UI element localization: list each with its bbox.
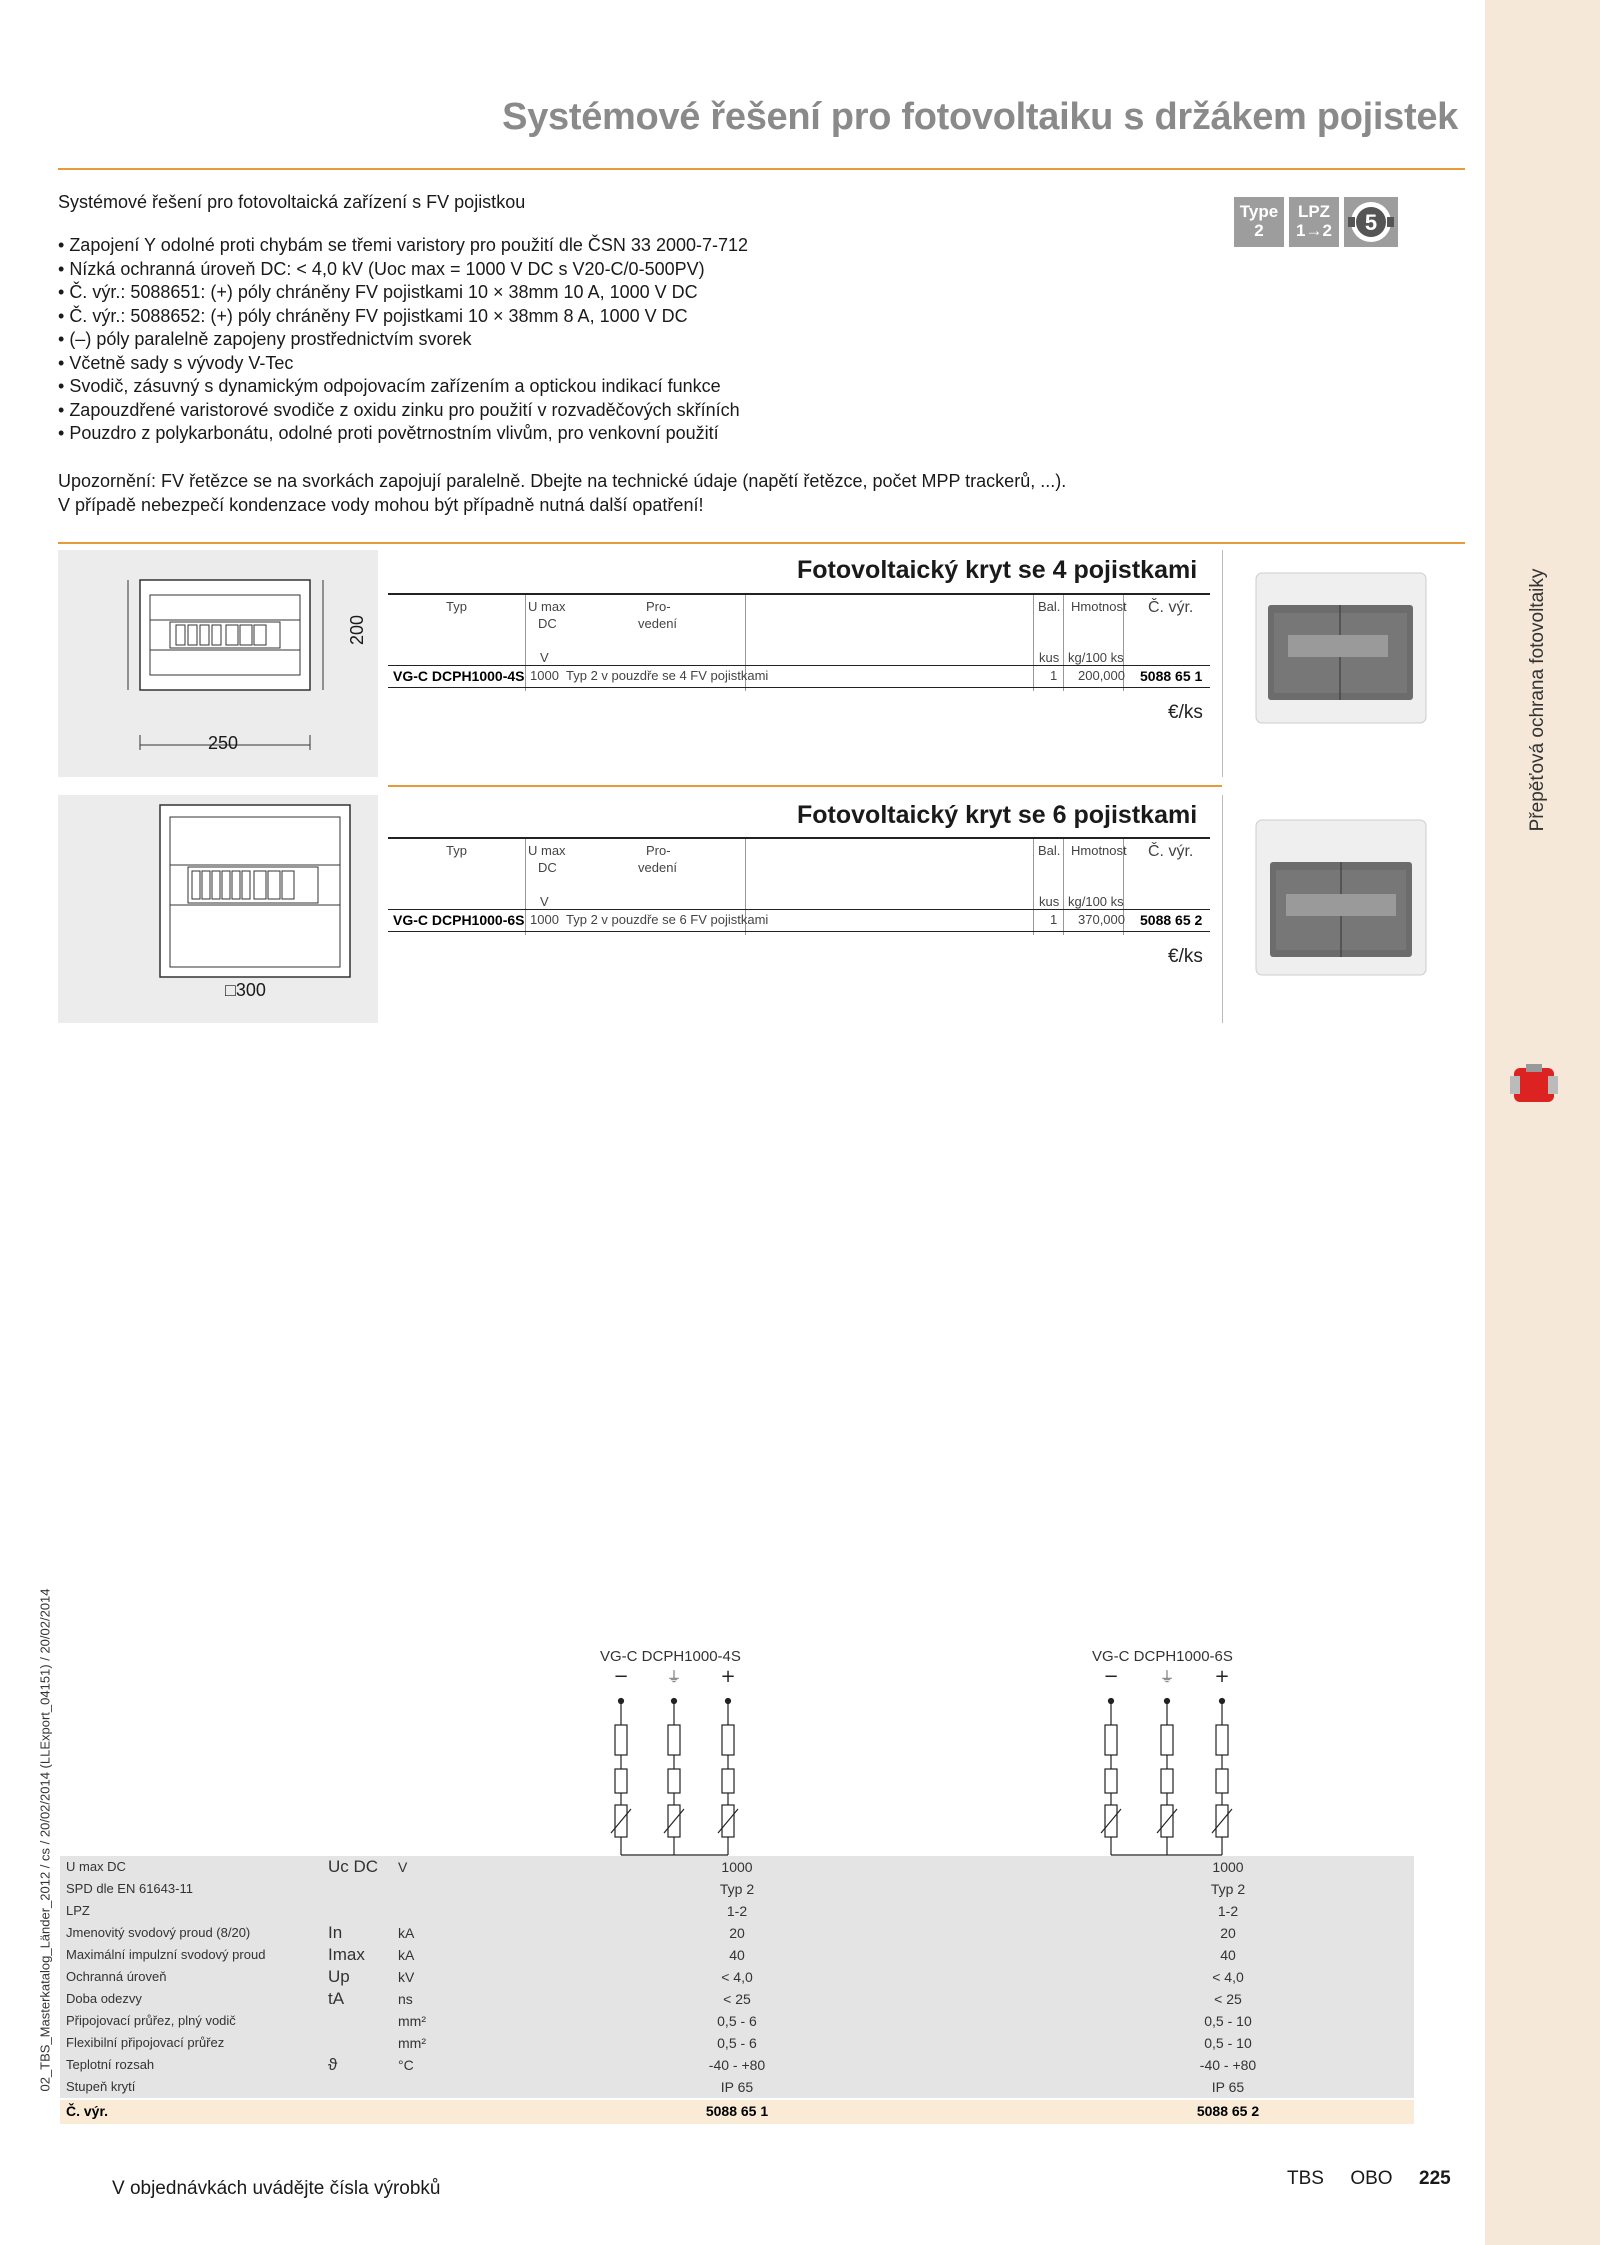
product-photo-6s [1248,812,1433,982]
spec-value-4s: 5088 65 1 [705,2103,769,2119]
hdr-typ: Typ [446,843,467,858]
spec-unit: ns [398,1991,413,2007]
spec-value-4s: 0,5 - 6 [717,2035,757,2051]
type-badge [1234,197,1284,247]
unit-v: V [540,894,549,909]
vertical-footer: 02_TBS_Masterkatalog_Länder_2012 / cs / 20/02/2014 (LLExport_04151) / 20/02/2014 [37,1588,53,2092]
surge-protector-icon [1508,1062,1560,1108]
col-divider [1063,595,1064,691]
hdr-provedeni-2: vedení [638,860,678,875]
row-umax: 1000 [530,912,559,927]
minus-terminal: − [613,1666,629,1687]
hdr-art: Č. výr. [1148,599,1194,616]
spec-row [60,1966,1414,1988]
brand-tbs: TBS [1287,2168,1324,2189]
col-divider [525,595,526,691]
spec-value-6s: < 4,0 [1212,1969,1244,1985]
spec-value-4s: < 4,0 [721,1969,753,1985]
spec-row [60,1856,1414,1878]
product-title: Fotovoltaický kryt se 4 pojistkami [797,556,1198,584]
hdr-umax-dc: DC [538,860,557,875]
hdr-provedeni-2: vedení [638,616,678,631]
dim-width: □300 [225,980,266,1000]
unit-kus: kus [1039,650,1060,665]
list-item: • Zapojení Y odolné proti chybám se třemi varistory pro použití dle ČSN 33 2000-7-712 [58,234,748,258]
spec-symbol: In [328,1923,343,1942]
circuit-diagram-6s [1090,1665,1260,1860]
feature-list [58,234,748,446]
spec-value-4s: 0,5 - 6 [717,2013,757,2029]
unit-v: V [540,650,549,665]
list-item: • Včetně sady s vývody V-Tec [58,352,748,376]
row-typ: VG-C DCPH1000-4S [393,668,525,684]
spec-value-6s: 5088 65 2 [1196,2103,1260,2119]
spec-value-6s: 40 [1220,1947,1236,1963]
note-line: Upozornění: FV řetězce se na svorkách zapojují paralelně. Dbejte na technické údaje (napětí řetězce, počet MPP trackerů, ...). [58,471,1067,491]
list-item: • Č. výr.: 5088651: (+) póly chráněny FV pojistkami 10 × 38mm 10 A, 1000 V DC [58,281,748,305]
type-badge-line: Type [1239,202,1279,221]
section-rule [388,785,1222,787]
spec-row [60,2032,1414,2054]
row-rule [388,687,1210,688]
list-item: • Nízká ochranná úroveň DC: < 4,0 kV (Uoc max = 1000 V DC s V20-C/0-500PV) [58,258,748,282]
row-bal: 1 [1050,912,1058,927]
row-umax: 1000 [530,668,559,683]
row-provedeni: Typ 2 v pouzdře se 6 FV pojistkami [566,912,769,927]
row-typ: VG-C DCPH1000-6S [393,912,525,928]
unit-weight: kg/100 ks [1068,650,1124,665]
list-item: • Pouzdro z polykarbonátu, odolné proti povětrnostním vlivům, pro venkovní použití [58,422,748,446]
list-item: • Zapouzdřené varistorové svodiče z oxidu zinku pro použití v rozvaděčových skříních [58,399,748,423]
hdr-bal: Bal. [1038,843,1061,858]
hdr-umax-dc: DC [538,616,557,631]
spec-symbol: ϑ [328,2055,338,2074]
dimension-drawing-6s [58,795,378,1023]
unit-weight: kg/100 ks [1068,894,1124,909]
spec-value-4s: Typ 2 [719,1881,755,1897]
product-photo-4s [1248,565,1433,735]
badges [1234,197,1398,247]
spec-value-6s: 0,5 - 10 [1204,2035,1252,2051]
dim-width: 250 [208,733,239,753]
photo-divider [1222,795,1223,1023]
section-rule [58,542,1465,544]
table-top-rule [388,837,1210,839]
spec-unit: mm² [398,2013,426,2029]
units-rule [388,909,1210,910]
note [58,469,1066,517]
ground-terminal: ⏚ [666,1668,682,1686]
spec-row [60,1944,1414,1966]
spec-row-article [60,2100,1414,2124]
ground-terminal: ⏚ [1159,1668,1175,1686]
spec-row [60,2076,1414,2098]
hdr-umax: U max [528,599,566,614]
spec-value-6s: -40 - +80 [1199,2057,1257,2073]
spec-value-6s: 1000 [1212,1859,1244,1875]
spec-unit: kA [398,1947,415,1963]
spec-row [60,1900,1414,1922]
list-item: • Č. výr.: 5088652: (+) póly chráněny FV pojistkami 10 × 38mm 8 A, 1000 V DC [58,305,748,329]
spec-name: Ochranná úroveň [66,1969,167,1984]
product-title: Fotovoltaický kryt se 6 pojistkami [797,801,1198,829]
spec-name: Připojovací průřez, plný vodič [66,2013,236,2028]
footer-brand [1287,2168,1451,2190]
svg-text:5: 5 [1364,210,1378,235]
row-weight: 200,000 [1078,668,1125,683]
spec-value-4s: IP 65 [720,2079,754,2095]
type-badge-line: 2 [1254,221,1264,240]
col-divider [1033,595,1034,691]
spec-value-6s: IP 65 [1211,2079,1245,2095]
hdr-bal: Bal. [1038,599,1061,614]
spec-unit: kA [398,1925,415,1941]
brand-obo: OBO [1350,2168,1393,2189]
spec-row [60,2054,1414,2076]
row-weight: 370,000 [1078,912,1125,927]
minus-terminal: − [1103,1666,1119,1687]
title-rule [58,168,1465,170]
side-section-label: Přepěťová ochrana fotovoltaiky [1527,568,1548,832]
dim-height: 200 [347,614,367,645]
hdr-provedeni: Pro- [646,599,671,614]
diagram-label: VG-C DCPH1000-4S [600,1648,741,1665]
spec-unit: V [398,1859,408,1875]
photo-divider [1222,550,1223,777]
spec-name: Flexibilní připojovací průřez [66,2035,225,2050]
hdr-art: Č. výr. [1148,843,1194,860]
spec-value-6s: 20 [1220,1925,1236,1941]
spec-value-4s: < 25 [723,1991,751,2007]
spec-name: Teplotní rozsah [66,2057,155,2072]
page-number: 225 [1419,2168,1451,2189]
spec-value-6s: Typ 2 [1210,1881,1246,1897]
hdr-weight: Hmotnost [1071,599,1127,614]
spec-unit: mm² [398,2035,426,2051]
col-divider [525,839,526,935]
spec-value-6s: < 25 [1214,1991,1242,2007]
spec-name: Stupeň krytí [66,2079,136,2094]
diagram-label: VG-C DCPH1000-6S [1092,1648,1233,1665]
list-item: • Svodič, zásuvný s dynamickým odpojovacím zařízením a optickou indikací funkce [58,375,748,399]
circuit-diagram-4s [600,1665,770,1860]
hdr-provedeni: Pro- [646,843,671,858]
lpz-badge [1289,197,1339,247]
table-top-rule [388,593,1210,595]
row-rule [388,931,1210,932]
spec-name: SPD dle EN 61643-11 [66,1881,193,1896]
5-year-warranty-icon [1344,197,1398,247]
intro-heading: Systémové řešení pro fotovoltaická zařízení s FV pojistkou [58,192,526,212]
lpz-badge-line: 1→2 [1296,221,1332,240]
footer-note: V objednávkách uvádějte čísla výrobků [112,2178,441,2199]
spec-row [60,1988,1414,2010]
row-provedeni: Typ 2 v pouzdře se 4 FV pojistkami [566,668,769,683]
spec-value-4s: 1000 [721,1859,753,1875]
spec-row [60,2010,1414,2032]
spec-row [60,1878,1414,1900]
plus-terminal: + [1214,1666,1230,1687]
product-table-4s [388,593,1210,693]
plus-terminal: + [720,1666,736,1687]
spec-row [60,1922,1414,1944]
product-table-6s [388,837,1210,937]
spec-symbol: Imax [328,1945,365,1964]
price-unit: €/ks [1168,702,1203,723]
spec-value-6s: 0,5 - 10 [1204,2013,1252,2029]
row-art: 5088 65 1 [1140,668,1203,684]
list-item: • (–) póly paralelně zapojeny prostřednictvím svorek [58,328,748,352]
spec-value-4s: 40 [729,1947,745,1963]
spec-value-4s: 20 [729,1925,745,1941]
spec-value-4s: 1-2 [726,1903,748,1919]
spec-unit: °C [398,2057,414,2073]
col-divider [1063,839,1064,935]
spec-table [60,1856,1414,2124]
note-line: V případě nebezpečí kondenzace vody mohou být případně nutná další opatření! [58,495,704,515]
unit-kus: kus [1039,894,1060,909]
spec-name: Doba odezvy [66,1991,142,2006]
lpz-badge-line: LPZ [1297,202,1331,221]
hdr-weight: Hmotnost [1071,843,1127,858]
row-bal: 1 [1050,668,1058,683]
spec-symbol: tA [328,1989,345,2008]
price-unit: €/ks [1168,946,1203,967]
spec-name: Č. výr. [66,2103,109,2119]
spec-name: LPZ [66,1903,90,1918]
hdr-umax: U max [528,843,566,858]
hdr-typ: Typ [446,599,467,614]
spec-name: Jmenovitý svodový proud (8/20) [66,1925,251,1940]
spec-symbol: Uc DC [328,1857,379,1876]
col-divider [1033,839,1034,935]
spec-name: Maximální impulzní svodový proud [66,1947,266,1962]
row-art: 5088 65 2 [1140,912,1203,928]
units-rule [388,665,1210,666]
page-title: Systémové řešení pro fotovoltaiku s držákem pojistek [502,96,1458,138]
spec-unit: kV [398,1969,415,1985]
side-strip [1485,0,1600,2245]
spec-value-6s: 1-2 [1217,1903,1239,1919]
spec-symbol: Up [328,1967,350,1986]
spec-name: U max DC [66,1859,126,1874]
spec-value-4s: -40 - +80 [708,2057,766,2073]
